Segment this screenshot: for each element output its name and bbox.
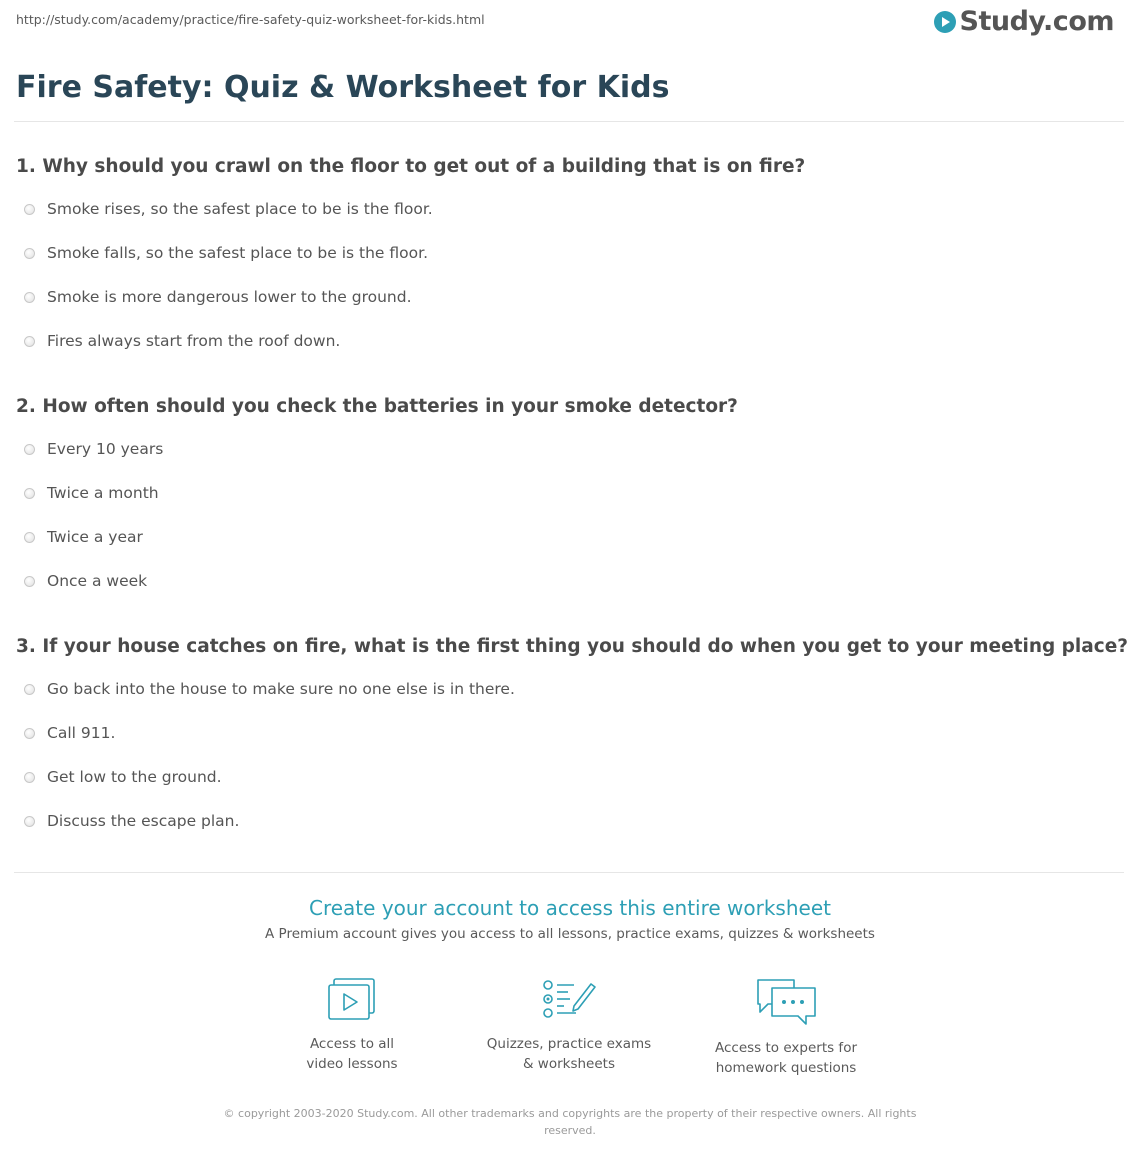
answer-text: Smoke is more dangerous lower to the ground. [47, 288, 412, 306]
radio-button-icon[interactable] [24, 772, 35, 783]
question-2: 2. How often should you check the batteries in your smoke detector? [16, 396, 738, 417]
chat-bubbles-icon [754, 976, 818, 1028]
answer-option[interactable] [24, 812, 239, 830]
radio-button-icon[interactable] [24, 204, 35, 215]
feature-label-line: homework questions [715, 1060, 857, 1076]
answer-option[interactable] [24, 288, 412, 306]
answer-option[interactable] [24, 244, 428, 262]
page-title: Fire Safety: Quiz & Worksheet for Kids [16, 70, 670, 105]
answer-text: Go back into the house to make sure no one else is in there. [47, 680, 515, 698]
answer-option[interactable] [24, 768, 222, 786]
answer-option[interactable] [24, 528, 143, 546]
answer-text: Call 911. [47, 724, 116, 742]
answer-text: Get low to the ground. [47, 768, 222, 786]
radio-button-icon[interactable] [24, 292, 35, 303]
feature-video-lessons [252, 976, 452, 1074]
answer-option[interactable] [24, 484, 159, 502]
logo-text: Study.com [959, 6, 1114, 37]
feature-label-line: Access to all [309, 1036, 395, 1052]
copyright-notice: © copyright 2003-2020 Study.com. All other trademarks and copyrights are the property of their respective owners. All rights reserved. [223, 1107, 917, 1137]
answer-text: Once a week [47, 572, 148, 590]
radio-button-icon[interactable] [24, 488, 35, 499]
feature-experts [686, 976, 886, 1078]
answer-option[interactable] [24, 200, 433, 218]
radio-button-icon[interactable] [24, 248, 35, 259]
premium-description: A Premium account gives you access to all lessons, practice exams, quizzes & worksheets [265, 926, 875, 942]
answer-text: Smoke rises, so the safest place to be is the floor. [47, 200, 433, 218]
video-lessons-icon [325, 976, 379, 1024]
feature-label-line: Access to experts for [714, 1040, 857, 1056]
section-divider [14, 872, 1124, 873]
answer-text: Twice a month [47, 484, 159, 502]
play-logo-icon [934, 11, 956, 33]
study-logo[interactable] [934, 6, 1114, 37]
quiz-checklist-icon [540, 976, 598, 1024]
answer-option[interactable] [24, 440, 163, 458]
radio-button-icon[interactable] [24, 816, 35, 827]
radio-button-icon[interactable] [24, 532, 35, 543]
title-divider [14, 121, 1124, 122]
answer-option[interactable] [24, 332, 340, 350]
question-3: 3. If your house catches on fire, what is the first thing you should do when you get to your meeting place? [16, 636, 1128, 657]
create-account-link[interactable]: Create your account to access this entire worksheet [309, 896, 831, 920]
answer-text: Every 10 years [47, 440, 164, 458]
radio-button-icon[interactable] [24, 684, 35, 695]
answer-text: Smoke falls, so the safest place to be is the floor. [47, 244, 428, 262]
answer-option[interactable] [24, 724, 115, 742]
feature-label-line: Quizzes, practice exams [486, 1036, 652, 1052]
answer-option[interactable] [24, 680, 515, 698]
answer-text: Fires always start from the roof down. [47, 332, 341, 350]
answer-option[interactable] [24, 572, 147, 590]
radio-button-icon[interactable] [24, 728, 35, 739]
feature-label-line: video lessons [306, 1056, 398, 1072]
radio-button-icon[interactable] [24, 444, 35, 455]
question-1: 1. Why should you crawl on the floor to get out of a building that is on fire? [16, 156, 806, 177]
page-url: http://study.com/academy/practice/fire-safety-quiz-worksheet-for-kids.html [16, 12, 485, 27]
answer-text: Discuss the escape plan. [47, 812, 240, 830]
feature-label-line: & worksheets [522, 1056, 615, 1072]
answer-text: Twice a year [47, 528, 143, 546]
radio-button-icon[interactable] [24, 576, 35, 587]
feature-quizzes [469, 976, 669, 1074]
radio-button-icon[interactable] [24, 336, 35, 347]
